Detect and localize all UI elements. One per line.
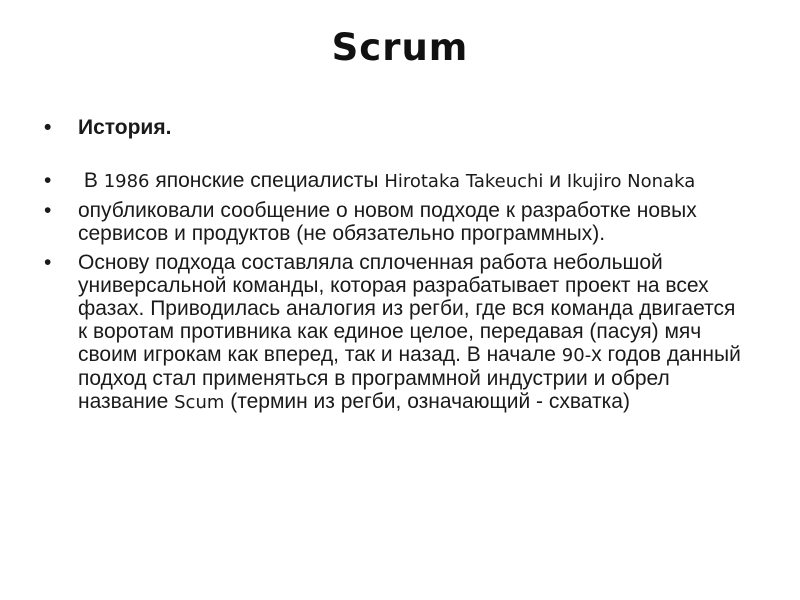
bullet-text-middle: японские специалисты [149,169,385,192]
bullet-dot: • [44,199,52,222]
author-name-2: Ikujiro Nonaka [566,171,696,192]
bullet-decade: 90- [561,345,592,366]
bullet-history [44,116,744,139]
bullet-publication [44,199,744,245]
bullet-text-prefix: В [78,169,104,192]
bullet-text: История. [78,116,172,139]
bullet-dot: • [44,169,52,192]
bullet-text-part2: х годов данный подход стал применяться в программной индустрии и обрел название [78,343,741,413]
bullet-approach [44,251,744,414]
author-name-1: Hirotaka Takeuchi [384,171,544,192]
bullet-text-part1: Основу подхода составляла сплоченная работа небольшой универсальной команды, которая разрабатывает проект на всех фазах. Приводилась аналогия из регби, где вся команда двигается к воротам противника как единое целое, передавая (пасуя) мяч своим игрокам как вперед, так и назад. В начале [78,251,736,366]
bullet-text-and: и [543,169,567,192]
bullet-text: опубликовали сообщение о новом подходе к разработке новых сервисов и продуктов (не обязательно программных). [78,199,697,245]
bullet-dot: • [44,116,52,139]
bullet-year: 1986 [103,171,150,192]
bullet-authors [44,169,744,193]
slide-title: Scrum [331,26,469,69]
bullet-dot: • [44,251,52,274]
bullet-term: Scum [174,392,225,413]
bullet-text-part3: (термин из регби, означающий - схватка) [224,390,630,413]
slide-content [44,116,744,414]
